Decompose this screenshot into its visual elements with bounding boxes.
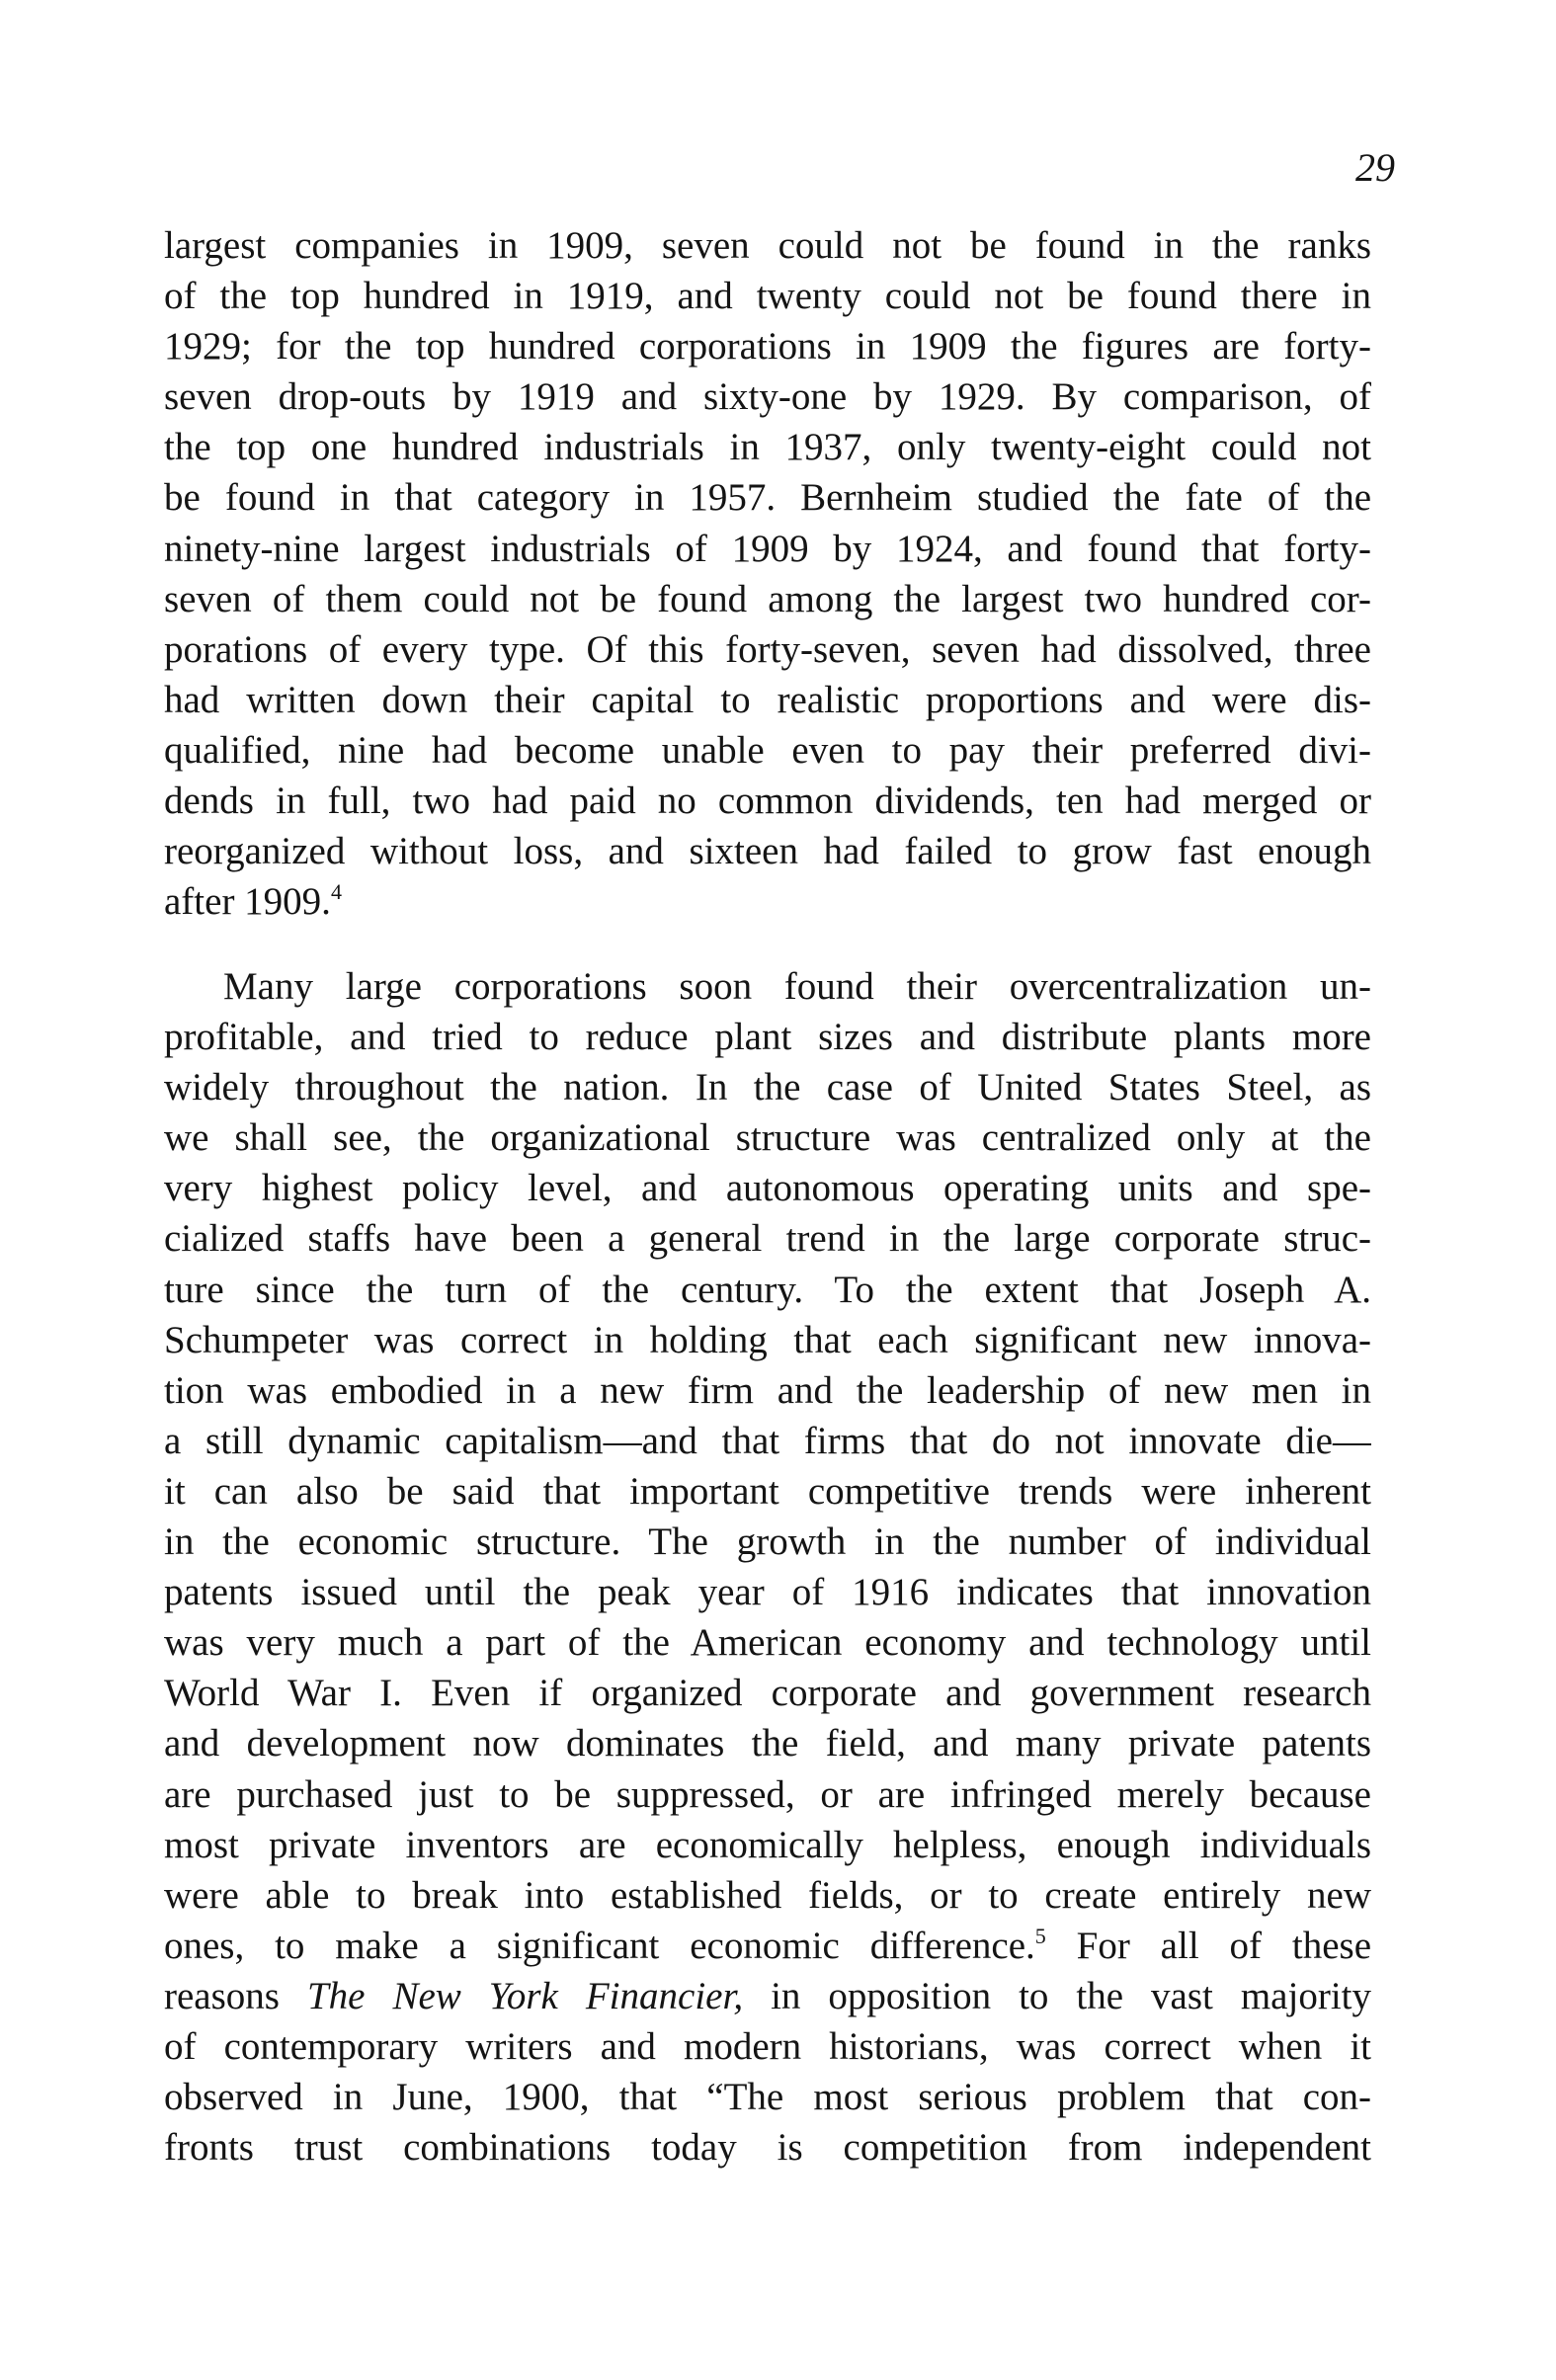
text-line: very highest policy level, and autonomous operating units and spe- [164, 1167, 1371, 1210]
text-line: dends in full, two had paid no common dividends, ten had merged or [164, 780, 1371, 823]
text-line: qualified, nine had become unable even to pay their preferred divi- [164, 728, 1371, 772]
text-line: largest companies in 1909, seven could not be found in the ranks [164, 224, 1371, 267]
text-line: most private inventors are economically helpless, enough individuals [164, 1823, 1371, 1866]
text-segment: reasons [164, 1974, 307, 2017]
text-line: ninety-nine largest industrials of 1909 by 1924, and found that forty- [164, 527, 1371, 570]
text-line: reorganized without loss, and sixteen had failed to grow fast enough [164, 830, 1371, 873]
text-line: seven of them could not be found among the largest two hundred cor- [164, 577, 1371, 620]
text-line [164, 1971, 1371, 2021]
text-line: had written down their capital to realistic proportions and were dis- [164, 678, 1371, 721]
text-line [164, 1921, 1371, 1971]
text-line: widely throughout the nation. In the case of United States Steel, as [164, 1066, 1371, 1109]
text-line: porations of every type. Of this forty-seven, seven had dissolved, three [164, 627, 1371, 671]
text-line: was very much a part of the American economy and technology until [164, 1621, 1371, 1665]
paragraph-1 [164, 220, 1371, 927]
text-line: profitable, and tried to reduce plant sizes and distribute plants more [164, 1016, 1371, 1059]
text-segment: ones, to make a significant economic difference. [164, 1924, 1035, 1967]
text-line [164, 876, 1371, 927]
text-line: were able to break into established fields, or to create entirely new [164, 1873, 1371, 1917]
text-line: in the economic structure. The growth in the number of individual [164, 1520, 1371, 1564]
text-line: World War I. Even if organized corporate and government research [164, 1672, 1371, 1715]
text-line: of the top hundred in 1919, and twenty could not be found there in [164, 275, 1371, 318]
text-line: 1929; for the top hundred corporations in 1909 the figures are forty- [164, 325, 1371, 369]
text-line: patents issued until the peak year of 1916 indicates that innovation [164, 1571, 1371, 1614]
text-segment: after 1909. [164, 880, 331, 924]
text-line: we shall see, the organizational structure was centralized only at the [164, 1116, 1371, 1160]
paragraph-2 [164, 961, 1371, 2173]
publication-title: The New York Financier, [306, 1974, 744, 2017]
text-segment: For all of these [1045, 1924, 1371, 1967]
text-line: tion was embodied in a new firm and the leadership of new men in [164, 1368, 1371, 1412]
text-line: fronts trust combinations today is competition from independent [164, 2126, 1371, 2170]
text-line: Many large corporations soon found their overcentralization un- [223, 965, 1371, 1008]
text-line: the top one hundred industrials in 1937, only twenty-eight could not [164, 426, 1371, 469]
text-segment: in opposition to the vast majority [743, 1974, 1371, 2017]
text-line: Schumpeter was correct in holding that each significant new innova- [164, 1318, 1371, 1361]
footnote-marker: 4 [330, 879, 342, 905]
text-line: it can also be said that important competitive trends were inherent [164, 1469, 1371, 1513]
text-line: of contemporary writers and modern historians, was correct when it [164, 2024, 1371, 2068]
text-line: observed in June, 1900, that “The most serious problem that con- [164, 2076, 1371, 2119]
text-line: seven drop-outs by 1919 and sixty-one by 1929. By comparison, of [164, 375, 1371, 419]
text-line: and development now dominates the field, and many private patents [164, 1722, 1371, 1765]
text-line: cialized staffs have been a general trend in the large corporate struc- [164, 1217, 1371, 1261]
page-number: 29 [1355, 145, 1395, 190]
text-line: are purchased just to be suppressed, or are infringed merely because [164, 1772, 1371, 1816]
text-line: be found in that category in 1957. Bernheim studied the fate of the [164, 476, 1371, 520]
text-line: a still dynamic capitalism—and that firms that do not innovate die— [164, 1419, 1371, 1462]
footnote-marker: 5 [1034, 1923, 1046, 1948]
text-line: ture since the turn of the century. To the extent that Joseph A. [164, 1268, 1371, 1311]
